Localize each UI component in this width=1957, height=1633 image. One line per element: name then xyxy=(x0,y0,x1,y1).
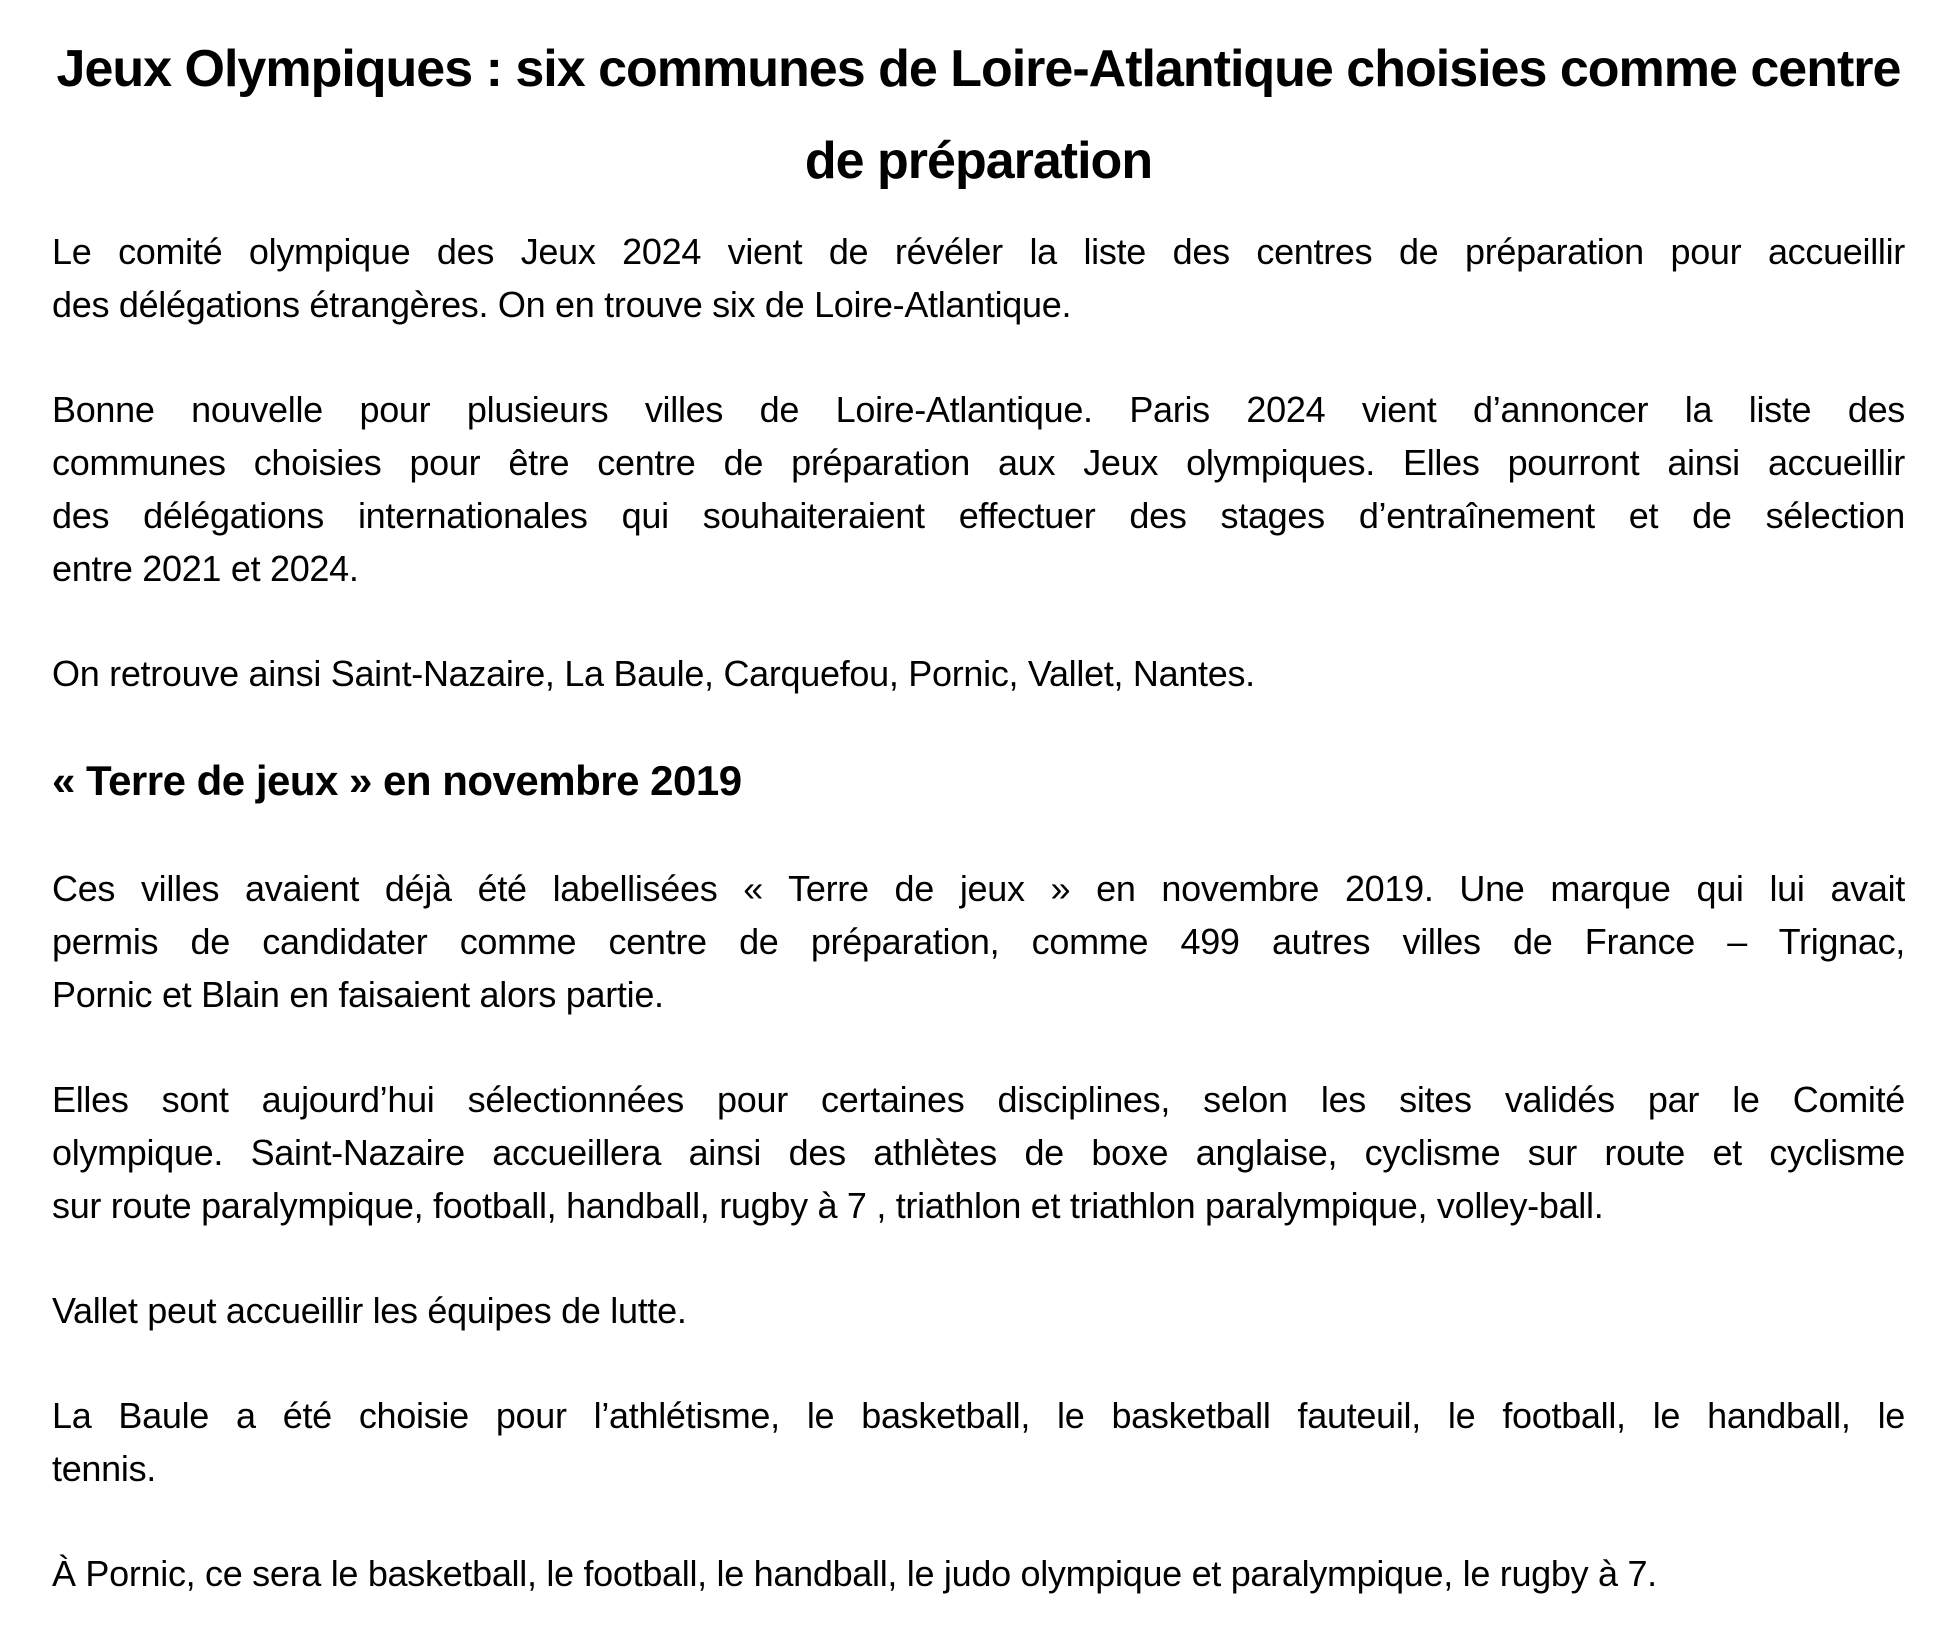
article-paragraph-vallet xyxy=(52,1284,1905,1337)
article-paragraph-label-2019 xyxy=(52,862,1905,1021)
article-paragraph-la-baule xyxy=(52,1389,1905,1495)
text-line: tennis. xyxy=(52,1448,156,1489)
text-line: olympique. Saint-Nazaire accueillera ainsi des athlètes de boxe anglaise, cyclisme sur route et cyclisme xyxy=(52,1132,1905,1173)
text-line: Pornic et Blain en faisaient alors partie. xyxy=(52,974,664,1015)
text-line: Bonne nouvelle pour plusieurs villes de Loire-Atlantique. Paris 2024 vient d’annoncer la liste des xyxy=(52,389,1905,430)
section-heading-terre-de-jeux: « Terre de jeux » en novembre 2019 xyxy=(52,757,742,804)
text-line: La Baule a été choisie pour l’athlétisme, le basketball, le basketball fauteuil, le football, le handball, le xyxy=(52,1395,1905,1436)
article-paragraph-pornic xyxy=(52,1547,1905,1600)
article-paragraph-announcement xyxy=(52,383,1905,595)
article-title xyxy=(52,23,1905,207)
text-line: des délégations étrangères. On en trouve six de Loire-Atlantique. xyxy=(52,284,1072,325)
article-paragraph-communes-list xyxy=(52,647,1905,700)
text-line: Jeux Olympiques : six communes de Loire-Atlantique choisies comme centre xyxy=(56,40,1901,98)
article-paragraph-intro xyxy=(52,225,1905,331)
text-line: des délégations internationales qui souhaiteraient effectuer des stages d’entraînement et de sélection xyxy=(52,495,1905,536)
article-paragraph-disciplines xyxy=(52,1073,1905,1232)
text-line: À Pornic, ce sera le basketball, le football, le handball, le judo olympique et paralympique, le rugby à 7. xyxy=(52,1553,1657,1594)
text-line: Elles sont aujourd’hui sélectionnées pour certaines disciplines, selon les sites validés par le Comité xyxy=(52,1079,1905,1120)
text-line: communes choisies pour être centre de préparation aux Jeux olympiques. Elles pourront ainsi accueillir xyxy=(52,442,1905,483)
text-line: Le comité olympique des Jeux 2024 vient de révéler la liste des centres de préparation pour accueillir xyxy=(52,231,1905,272)
text-line: entre 2021 et 2024. xyxy=(52,548,359,589)
text-line: Ces villes avaient déjà été labellisées « Terre de jeux » en novembre 2019. Une marque qui lui avait xyxy=(52,868,1905,909)
text-line: sur route paralympique, football, handball, rugby à 7 , triathlon et triathlon paralympique, volley-ball. xyxy=(52,1185,1604,1226)
text-line: permis de candidater comme centre de préparation, comme 499 autres villes de France – Trignac, xyxy=(52,921,1905,962)
text-line: de préparation xyxy=(804,132,1153,190)
text-line: On retrouve ainsi Saint-Nazaire, La Baule, Carquefou, Pornic, Vallet, Nantes. xyxy=(52,653,1255,694)
text-line: Vallet peut accueillir les équipes de lutte. xyxy=(52,1290,687,1331)
